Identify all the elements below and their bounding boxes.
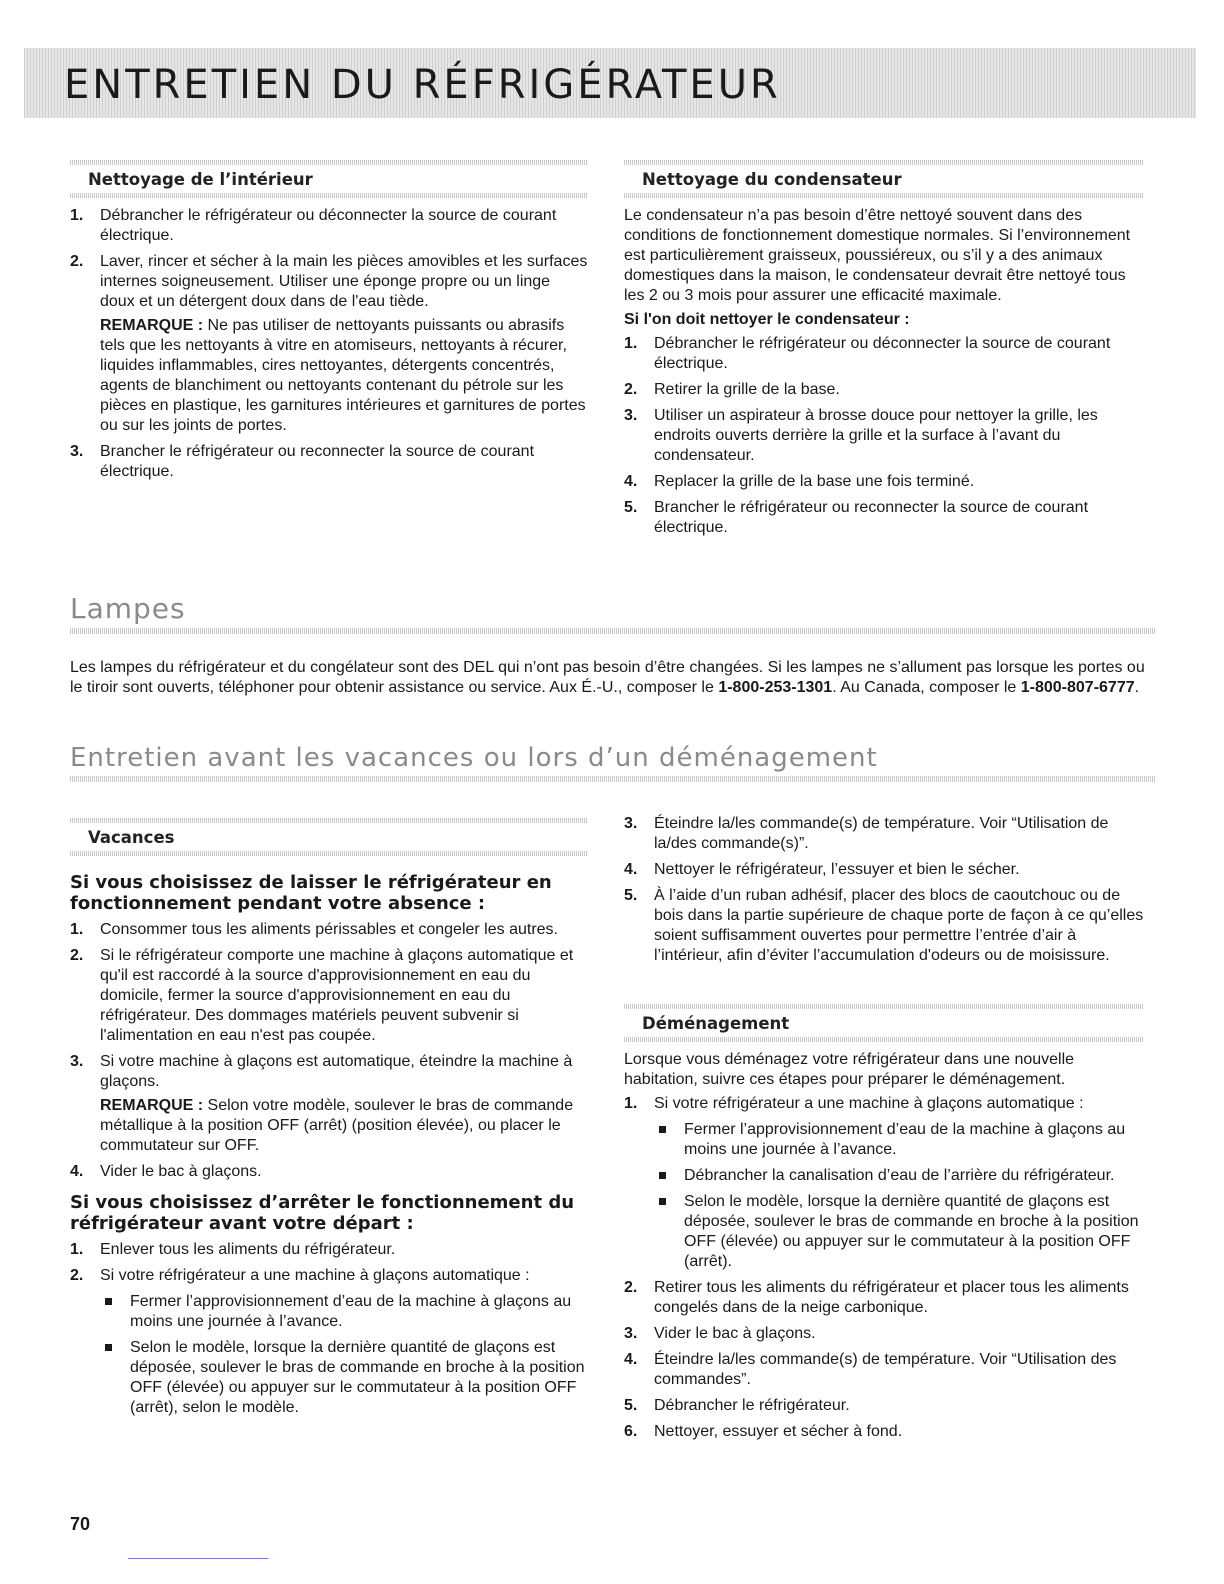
- demenagement-steps: [624, 1094, 1144, 1442]
- list-item: 3. Éteindre la/les commande(s) de température. Voir “Utilisation de la/des commande(s)”.: [624, 815, 1109, 852]
- square-bullet-icon: [105, 1298, 112, 1305]
- condensateur-heading: Nettoyage du condensateur: [642, 170, 902, 189]
- lampes-heading: Lampes: [70, 592, 186, 625]
- condensateur-intro: Le condensateur n’a pas besoin d’être nettoyé souvent dans des conditions de fonctionnement domestique normales. Si l’environnement est particulièrement graisseux, poussiéreux, ou s’il y a des animaux domestiques dans la maison, le condensateur devrait être nettoyé tous les 2 ou 3 mois pour assurer une efficacité maximale.: [624, 207, 1131, 304]
- list-item: 3. Brancher le réfrigérateur ou reconnecter la source de courant électrique.: [70, 443, 535, 480]
- list-item: 4. Nettoyer le réfrigérateur, l’essuyer et bien le sécher.: [624, 861, 1020, 878]
- arreter-continued: [624, 814, 1144, 972]
- demenagement-bullets: [654, 1120, 1144, 1272]
- list-item: 4. Replacer la grille de la base une fois terminé.: [624, 473, 975, 490]
- laisser-note: REMARQUE : Selon votre modèle, soulever le bras de commande métallique à la position OFF (arrêt) (position élevée), ou placer le commutateur sur OFF.: [100, 1097, 574, 1154]
- interieur-steps: [70, 206, 588, 482]
- lampes-text: Les lampes du réfrigérateur et du congélateur sont des DEL qui n’ont pas besoin d’être changées. Si les lampes ne s’allument pas lorsque les portes ou le tiroir sont ouverts, téléphoner pour obtenir assistance ou service. Aux É.-U., composer le 1-800-253-1301. Au Canada, composer le 1-800-807-6777.: [70, 659, 1145, 696]
- vacances-section-rule: [70, 776, 1155, 782]
- list-item: 2. Retirer tous les aliments du réfrigérateur et placer tous les aliments congelés dans de la neige carbonique.: [624, 1279, 1129, 1316]
- list-item: 1. Enlever tous les aliments du réfrigérateur.: [70, 1241, 396, 1258]
- list-item: 5. Brancher le réfrigérateur ou reconnecter la source de courant électrique.: [624, 499, 1089, 536]
- interieur-heading: Nettoyage de l’intérieur: [88, 170, 313, 189]
- vacances-section-heading: Entretien avant les vacances ou lors d’un déménagement: [70, 743, 878, 773]
- page-banner: [24, 48, 1196, 118]
- square-bullet-icon: [659, 1198, 666, 1205]
- square-bullet-icon: [105, 1344, 112, 1351]
- demenagement-heading: Déménagement: [642, 1014, 790, 1033]
- condensateur-section: [624, 160, 1144, 544]
- vacances-heading: Vacances: [88, 828, 175, 847]
- list-item: 1. Débrancher le réfrigérateur ou déconnecter la source de courant électrique.: [624, 335, 1111, 372]
- list-item: 4. Vider le bac à glaçons.: [70, 1163, 262, 1180]
- square-bullet-icon: [659, 1126, 666, 1133]
- list-item: Selon le modèle, lorsque la dernière quantité de glaçons est déposée, soulever le bras de commande en broche à la position OFF (élevée) ou appuyer sur le commutateur à la position OFF (arrêt), selon le modèle.: [100, 1338, 588, 1418]
- condensateur-subhead: Si l'on doit nettoyer le condensateur :: [624, 311, 910, 328]
- arreter-heading: Si vous choisissez d’arrêter le fonctionnement du réfrigérateur avant votre départ :: [70, 1192, 575, 1234]
- condensateur-heading-box: [624, 160, 1144, 198]
- list-item: 3. Vider le bac à glaçons.: [624, 1325, 816, 1342]
- arreter-bullets: [100, 1292, 588, 1418]
- list-item: Selon le modèle, lorsque la dernière quantité de glaçons est déposée, soulever le bras de commande en broche à la position OFF (élevée) ou appuyer sur le commutateur à la position OFF (arrêt).: [654, 1192, 1144, 1272]
- list-item: 2. Si le réfrigérateur comporte une machine à glaçons automatique et qu'il est raccordé à la source d'approvisionnement en eau du domicile, fermer la source d'approvisionnement en eau du réfrigérateur. Des dommages matériels peuvent subvenir si l'alimentation en eau n'est pas coupée.: [70, 947, 574, 1044]
- arreter-steps-left: [70, 1240, 588, 1418]
- list-item: 2. Laver, rincer et sécher à la main les pièces amovibles et les surfaces internes soigneusement. Utiliser une éponge propre ou un linge doux et un détergent doux dans de l'eau tiède. REMARQUE : Ne pas utiliser de nettoyants puissants ou abrasifs tels que les nettoyants à vitre en atomiseurs, nettoyants à récurer, liquides inflammables, cires nettoyantes, détergents concentrés, agents de blanchiment ou nettoyants contenant du pétrole sur les pièces en plastique, les garnitures intérieures et garnitures de portes ou sur les joints de portes.: [70, 253, 588, 434]
- vacances-section: [70, 818, 588, 1424]
- phone-us: 1-800-253-1301: [718, 679, 833, 696]
- list-item: Débrancher la canalisation d’eau de l’arrière du réfrigérateur.: [654, 1166, 1144, 1186]
- arreter-steps-right: [624, 814, 1144, 966]
- list-item: Fermer l’approvisionnement d’eau de la machine à glaçons au moins une journée à l’avance.: [100, 1292, 588, 1332]
- interieur-section: [70, 160, 588, 488]
- lampes-rule: [70, 628, 1155, 634]
- list-item: 4. Éteindre la/les commande(s) de température. Voir “Utilisation des commandes”.: [624, 1351, 1117, 1388]
- list-item: 1. Si votre réfrigérateur a une machine à glaçons automatique : Fermer l’approvisionnement d’eau de la machine à glaçons au moins une journée à l’avance. Débrancher la canalisation d’eau de l’arrière du réfrigérateur. Selon le modèle, lorsque la dernière quantité de glaçons est déposée, soulever le bras de commande en broche à la position OFF (élevée) ou appuyer sur le commutateur à la position OFF (arrêt).: [624, 1094, 1144, 1272]
- phone-ca: 1-800-807-6777: [1020, 679, 1135, 696]
- interieur-note: REMARQUE : Ne pas utiliser de nettoyants puissants ou abrasifs tels que les nettoyants à vitre en atomiseurs, nettoyants à récurer, liquides inflammables, cires nettoyantes, détergents concentrés, agents de blanchiment ou nettoyants contenant du pétrole sur les pièces en plastique, les garnitures intérieures et garnitures de portes ou sur les joints de portes.: [100, 317, 586, 434]
- list-item: 2. Retirer la grille de la base.: [624, 381, 840, 398]
- footer-rule: [128, 1558, 268, 1559]
- demenagement-intro: Lorsque vous déménagez votre réfrigérateur dans une nouvelle habitation, suivre ces étapes pour préparer le déménagement.: [624, 1051, 1075, 1088]
- laisser-steps: [70, 920, 588, 1182]
- list-item: 3. Utiliser un aspirateur à brosse douce pour nettoyer la grille, les endroits ouverts derrière la grille et la surface à l’avant du condensateur.: [624, 407, 1098, 464]
- condensateur-steps: [624, 334, 1144, 538]
- list-item: 6. Nettoyer, essuyer et sécher à fond.: [624, 1423, 903, 1440]
- page-number: 70: [70, 1514, 91, 1534]
- demenagement-section: [624, 1004, 1144, 1448]
- laisser-heading: Si vous choisissez de laisser le réfrigérateur en fonctionnement pendant votre absence :: [70, 872, 552, 914]
- list-item: 3. Si votre machine à glaçons est automatique, éteindre la machine à glaçons. REMARQUE : Selon votre modèle, soulever le bras de commande métallique à la position OFF (arrêt) (position élevée), ou placer le commutateur sur OFF.: [70, 1052, 588, 1156]
- vacances-heading-box: [70, 818, 588, 856]
- list-item: Fermer l’approvisionnement d’eau de la machine à glaçons au moins une journée à l’avance.: [654, 1120, 1144, 1160]
- list-item: 1. Débrancher le réfrigérateur ou déconnecter la source de courant électrique.: [70, 207, 557, 244]
- list-item: 2. Si votre réfrigérateur a une machine à glaçons automatique : Fermer l’approvisionnement d’eau de la machine à glaçons au moins une journée à l’avance. Selon le modèle, lorsque la dernière quantité de glaçons est déposée, soulever le bras de commande en broche à la position OFF (élevée) ou appuyer sur le commutateur à la position OFF (arrêt), selon le modèle.: [70, 1266, 588, 1418]
- list-item: 1. Consommer tous les aliments périssables et congeler les autres.: [70, 921, 558, 938]
- interieur-heading-box: [70, 160, 588, 198]
- list-item: 5. Débrancher le réfrigérateur.: [624, 1397, 850, 1414]
- demenagement-heading-box: [624, 1004, 1144, 1042]
- list-item: 5. À l’aide d’un ruban adhésif, placer des blocs de caoutchouc ou de bois dans la partie supérieure de chaque porte de façon à ce qu’elles soient suffisamment ouvertes pour permettre l’entrée d’air à l’intérieur, afin d’éviter l’accumulation d'odeurs ou de moisissure.: [624, 887, 1144, 964]
- square-bullet-icon: [659, 1172, 666, 1179]
- page-title: ENTRETIEN DU RÉFRIGÉRATEUR: [64, 62, 781, 108]
